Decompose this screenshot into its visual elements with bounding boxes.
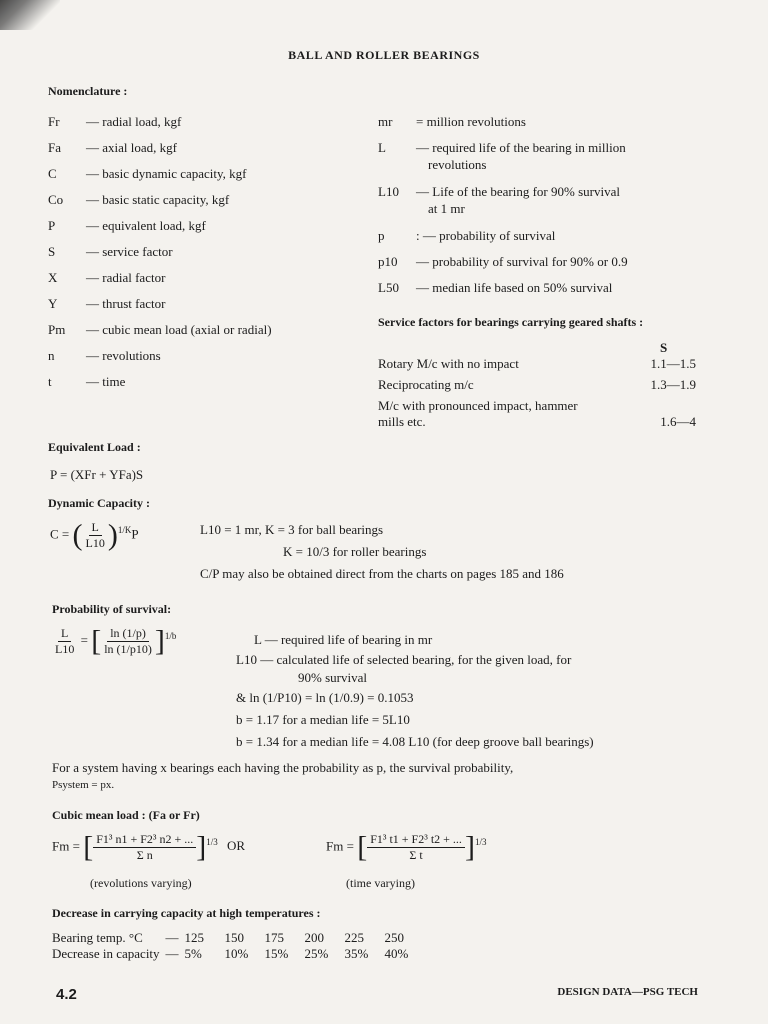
nomenclature-item: p10 — probability of survival for 90% or 0.9 <box>378 254 628 269</box>
temperature-table <box>52 930 425 962</box>
probability-line: L — required life of bearing in mr <box>254 632 433 647</box>
table-cell: 10% <box>224 946 249 961</box>
table-cell: 200 <box>304 930 325 945</box>
probability-line: b = 1.34 for a median life = 4.08 L10 (for deep groove ball bearings) <box>236 734 594 749</box>
table-cell: 150 <box>224 930 245 945</box>
probability-line: L10 — calculated life of selected bearing, for the given load, for <box>236 652 572 667</box>
nomenclature-item-cont: at 1 mr <box>428 201 465 216</box>
service-factor-row: Rotary M/c with no impact 1.1—1.5 <box>378 356 696 371</box>
source-credit: DESIGN DATA—PSG TECH <box>557 986 698 998</box>
system-probability-text: For a system having x bearings each having the probability as p, the survival probability, <box>52 760 514 775</box>
service-factor-column-head: S <box>660 340 668 355</box>
scan-smudge <box>0 0 60 30</box>
dynamic-capacity-note: C/P may also be obtained direct from the charts on pages 185 and 186 <box>200 566 564 581</box>
dynamic-capacity-heading: Dynamic Capacity : <box>48 496 150 510</box>
nomenclature-item: S — service factor <box>48 244 173 259</box>
nomenclature-item: L10 — Life of the bearing for 90% survival <box>378 184 620 199</box>
service-factor-row: Reciprocating m/c 1.3—1.9 <box>378 377 696 392</box>
table-row-label: Decrease in capacity <box>52 946 160 961</box>
nomenclature-heading: Nomenclature : <box>48 84 128 98</box>
table-cell: 175 <box>264 930 285 945</box>
equivalent-load-formula: P = (XFr + YFa)S <box>50 467 144 482</box>
probability-formula: $\frac{L}{L10}$ = [ $\frac{\ln (1/p)}{\ln (1/p10)}$ ]$^{1/b}$ <box>55 624 177 658</box>
nomenclature-item: L — required life of the bearing in million <box>378 140 626 155</box>
nomenclature-item: mr = million revolutions <box>378 114 526 129</box>
page-title: BALL AND ROLLER BEARINGS <box>288 48 480 62</box>
dynamic-capacity-condition: K = 10/3 for roller bearings <box>283 544 427 559</box>
system-probability-formula: Psystem = px. <box>52 779 115 791</box>
table-cell: 25% <box>304 946 329 961</box>
nomenclature-item: p : — probability of survival <box>378 228 556 243</box>
table-row-label: Bearing temp. °C <box>52 930 143 945</box>
service-factors-heading: Service factors for bearings carrying geared shafts : <box>378 315 644 329</box>
nomenclature-item: n — revolutions <box>48 348 161 363</box>
temperature-heading: Decrease in carrying capacity at high temperatures : <box>52 906 321 920</box>
cubic-mean-heading: Cubic mean load : (Fa or Fr) <box>52 808 200 822</box>
table-cell: 35% <box>344 946 369 961</box>
nomenclature-item-cont: revolutions <box>428 157 487 172</box>
table-cell: 250 <box>384 930 405 945</box>
table-cell: 225 <box>344 930 365 945</box>
probability-line: 90% survival <box>298 670 367 685</box>
table-cell: 125 <box>184 930 205 945</box>
table-cell: 40% <box>384 946 409 961</box>
equivalent-load-heading: Equivalent Load : <box>48 440 141 454</box>
nomenclature-item: L50 — median life based on 50% survival <box>378 280 613 295</box>
page-number: 4.2 <box>56 986 77 1003</box>
nomenclature-item: X — radial factor <box>48 270 166 285</box>
table-cell: 5% <box>184 946 202 961</box>
cubic-mean-caption: (time varying) <box>346 876 415 890</box>
table-row: Bearing temp. °C — 125 150 175 200 225 250 <box>52 930 425 946</box>
service-factor-row-label: M/c with pronounced impact, hammer <box>378 398 578 413</box>
dynamic-capacity-formula: C = ( $\frac{L}{L10}$ )$^{1/K}$P <box>50 518 139 552</box>
nomenclature-item: C — basic dynamic capacity, kgf <box>48 166 247 181</box>
service-factor-row: mills etc. 1.6—4 <box>378 414 696 429</box>
nomenclature-item: P — equivalent load, kgf <box>48 218 206 233</box>
table-cell: 15% <box>264 946 289 961</box>
nomenclature-item: Co — basic static capacity, kgf <box>48 192 230 207</box>
probability-heading: Probability of survival: <box>52 602 172 616</box>
probability-line: & ln (1/P10) = ln (1/0.9) = 0.1053 <box>236 690 414 705</box>
nomenclature-item: Y — thrust factor <box>48 296 166 311</box>
cubic-mean-formula-time: Fm = [ $\frac{\text{F1³ t1 + F2³ t2 + ...}}{\text{Σ t}}$ ]$^{1/3}$ <box>326 830 487 864</box>
table-row: Decrease in capacity — 5% 10% 15% 25% 35% 40% <box>52 946 425 962</box>
nomenclature-item: Pm — cubic mean load (axial or radial) <box>48 322 272 337</box>
nomenclature-item: Fa — axial load, kgf <box>48 140 177 155</box>
dynamic-capacity-condition: L10 = 1 mr, K = 3 for ball bearings <box>200 522 384 537</box>
nomenclature-item: Fr — radial load, kgf <box>48 114 182 129</box>
nomenclature-item: t — time <box>48 374 126 389</box>
cubic-mean-caption: (revolutions varying) <box>90 876 192 890</box>
cubic-mean-formula-revolutions: Fm = [ $\frac{\text{F1³ n1 + F2³ n2 + ...}}{\text{Σ n}}$ ]$^{1/3}$ OR <box>52 830 246 864</box>
probability-line: b = 1.17 for a median life = 5L10 <box>236 712 410 727</box>
